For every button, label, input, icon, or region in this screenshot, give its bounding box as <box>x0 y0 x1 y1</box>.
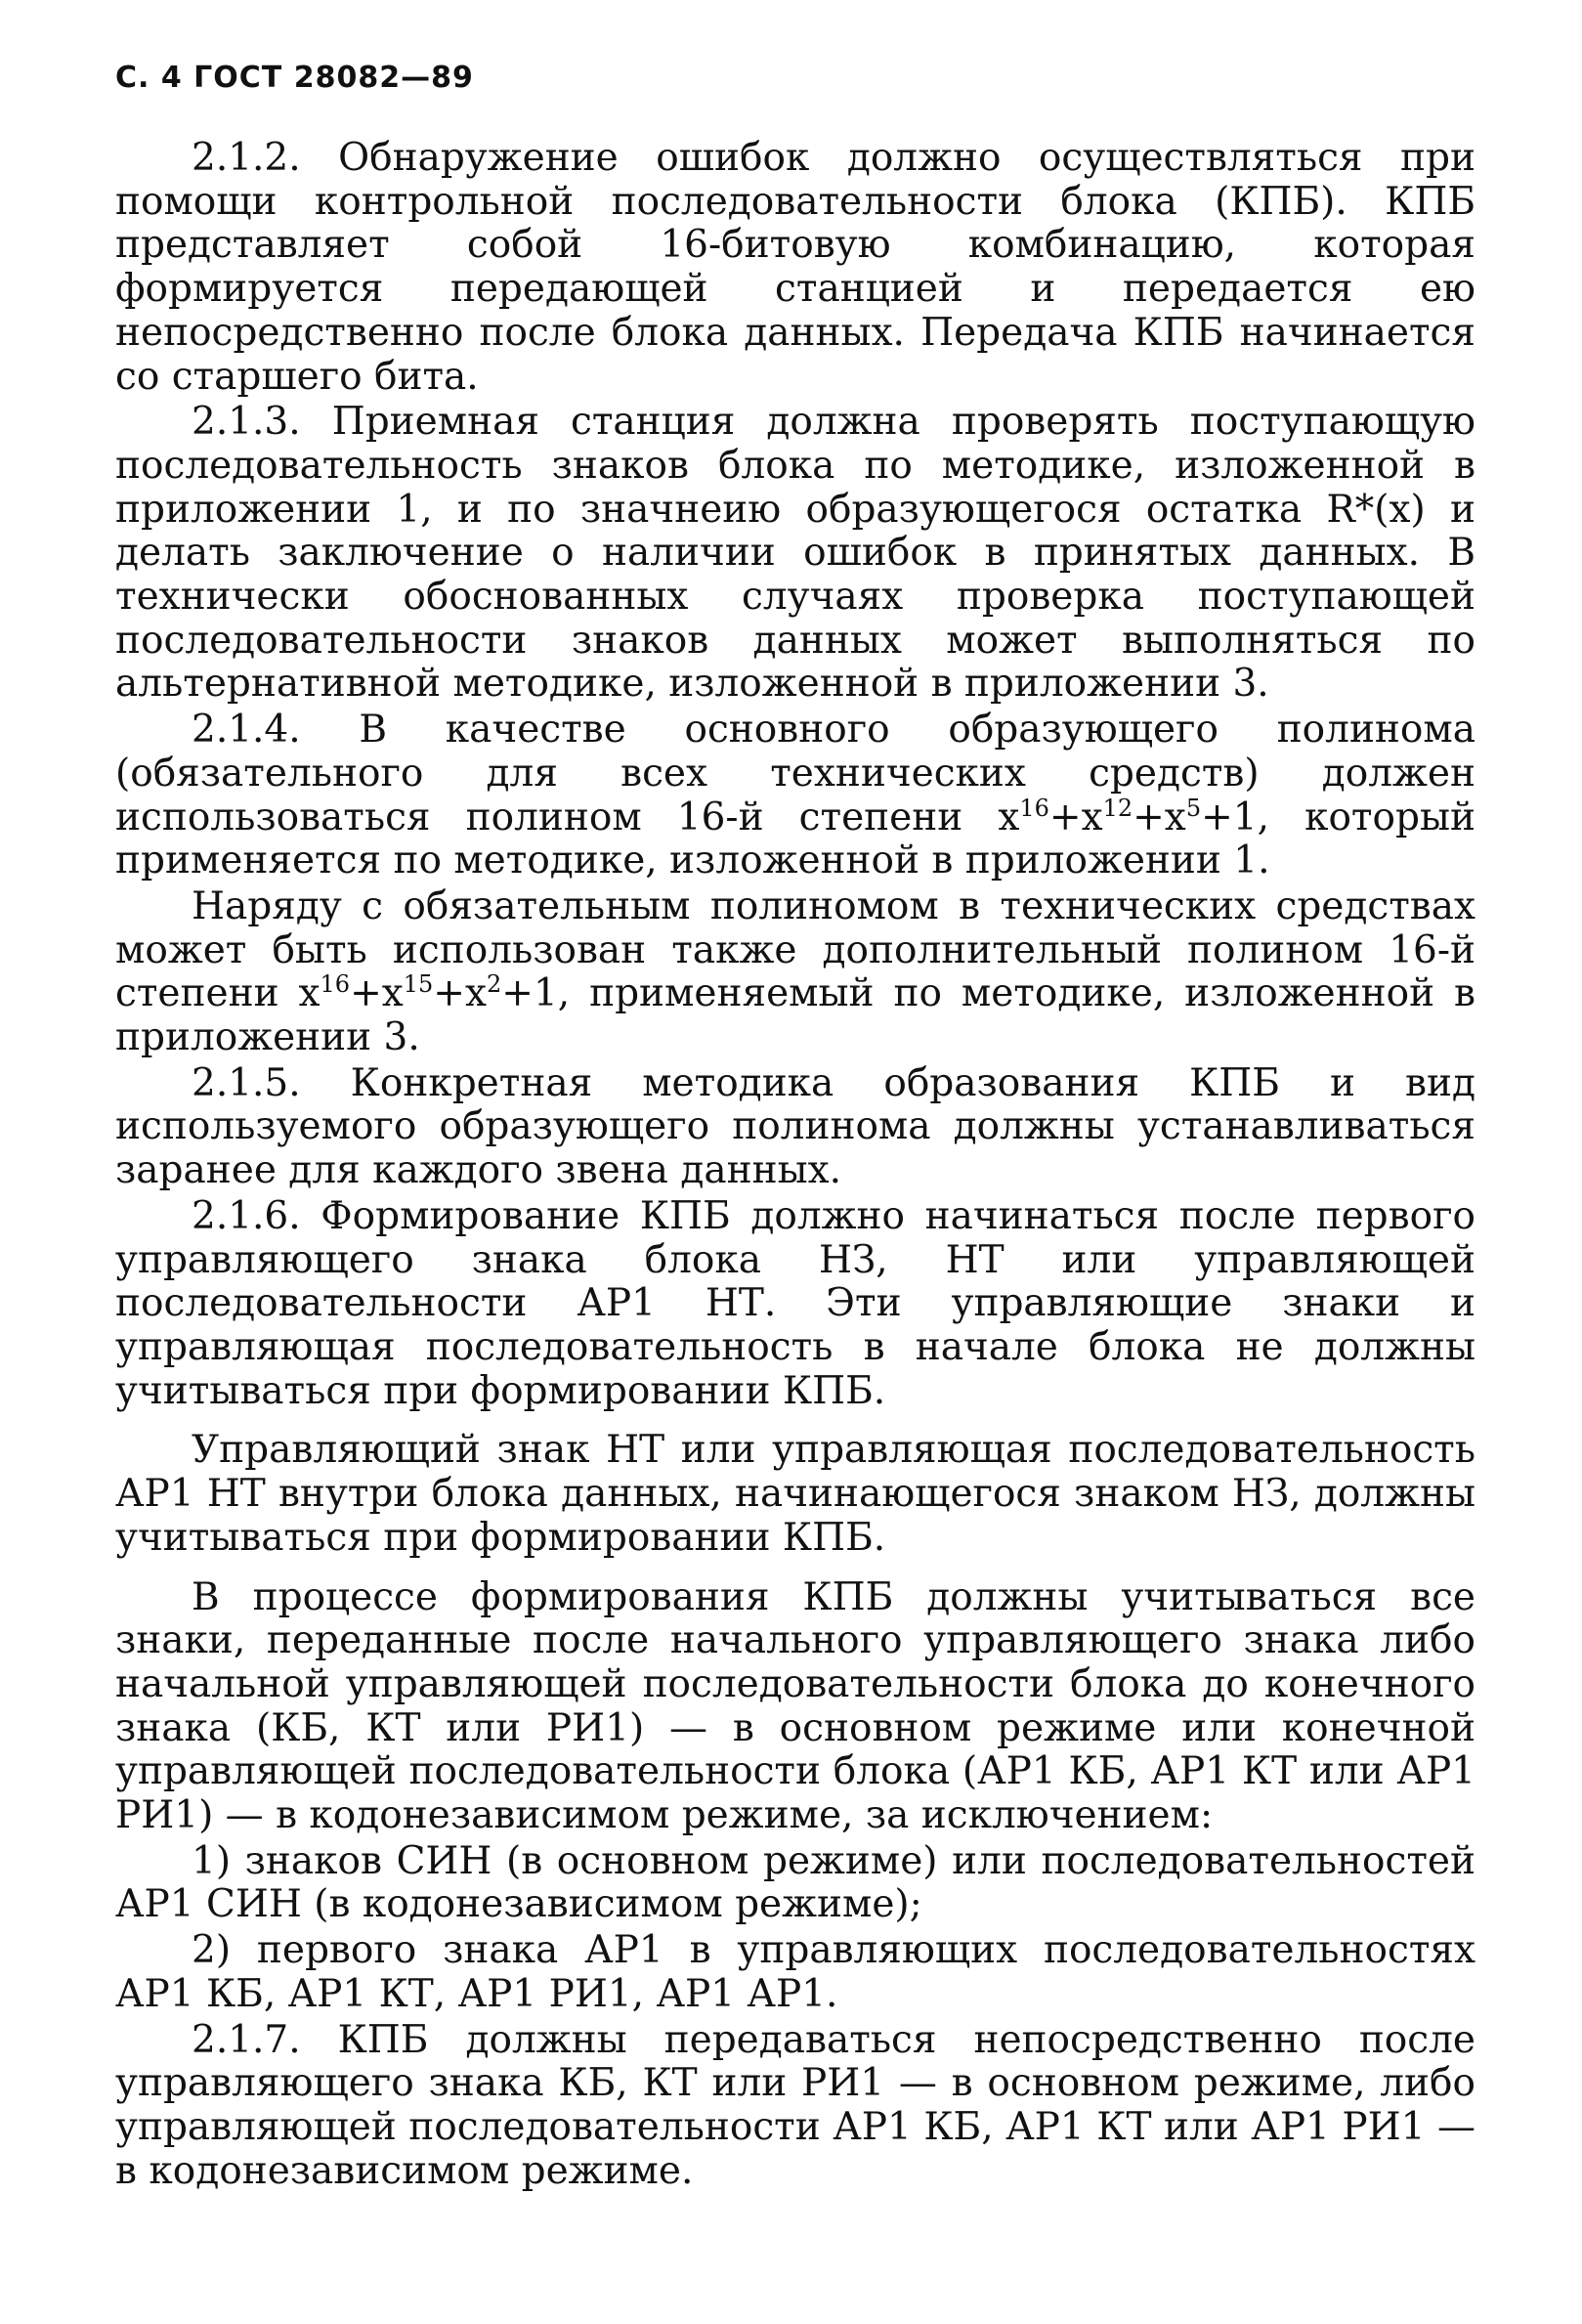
exponent-16: 16 <box>320 970 351 999</box>
paragraph-2-1-7: 2.1.7. КПБ должны передаваться непосредственно после управляющего знака КБ, КТ или РИ1 — в основном режиме, либо управляющей последовательности АР1 КБ, АР1 КТ или АР1 РИ1 — в кодонезависимом режиме. <box>115 2017 1475 2193</box>
paragraph-additional-text-end: +1, применяемый по методике, изложенной в приложении 3. <box>115 971 1475 1060</box>
paragraph-additional-text-start: Наряду с обязательным полиномом в технических средствах может быть использован также дополнительный полином 16-й степени x <box>115 883 1475 1016</box>
paragraph-2-1-5: 2.1.5. Конкретная методика образования КПБ и вид используемого образующего полинома должны устанавливаться заранее для каждого звена данных. <box>115 1060 1475 1193</box>
paragraph-control-character: Управляющий знак НТ или управляющая последовательность АР1 НТ внутри блока данных, начинающегося знаком НЗ, должны учитываться при формировании КПБ. <box>115 1428 1475 1560</box>
paragraph-process: В процессе формирования КПБ должны учитываться все знаки, переданные после начального управляющего знака либо начальной управляющей последовательности блока до конечного знака (КБ, КТ или РИ1) — в основном режиме или конечной управляющей последовательности блока (АР1 КБ, АР1 КТ или АР1 РИ1) — в кодонезависимом режиме, за исключением: <box>115 1574 1475 1838</box>
document-body <box>115 137 1475 2193</box>
page-header: С. 4 ГОСТ 28082—89 <box>115 61 474 95</box>
exponent-2: 2 <box>486 970 502 999</box>
exponent-15: 15 <box>403 970 434 999</box>
exponent-12: 12 <box>1102 794 1133 822</box>
poly-plus-x: +x <box>1133 795 1186 839</box>
exponent-16: 16 <box>1019 794 1049 822</box>
poly-plus-x: +x <box>1048 795 1103 839</box>
paragraph-2-1-3: 2.1.3. Приемная станция должна проверять поступающую последовательность знаков блока по методике, изложенной в приложении 1, и по значнеию образующегося остатка R*(x) и делать заключение о наличии ошибок в принятых данных. В технически обоснованных случаях проверка поступающей последовательности знаков данных может выполняться по альтернативной методике, изложенной в приложении 3. <box>115 400 1475 707</box>
paragraph-2-1-6: 2.1.6. Формирование КПБ должно начинаться после первого управляющего знака блока НЗ, НТ или управляющей последовательности АР1 НТ. Эти управляющие знаки и управляющая последовательность в начале блока не должны учитываться при формировании КПБ. <box>115 1193 1475 1413</box>
paragraph-2-1-4-text-end: +1, который применяется по методике, изложенной в приложении 1. <box>115 795 1475 883</box>
paragraph-2-1-2: 2.1.2. Обнаружение ошибок должно осуществляться при помощи контрольной последовательности блока (КПБ). КПБ представляет собой 16-битовую комбинацию, которая формируется передающей станцией и передается ею непосредственно после блока данных. Передача КПБ начинается со старшего бита. <box>115 136 1475 399</box>
poly-plus-x: +x <box>433 971 487 1016</box>
exponent-5: 5 <box>1185 794 1202 822</box>
list-item-1: 1) знаков СИН (в основном режиме) или последовательностей АР1 СИН (в кодонезависимом режиме); <box>115 1838 1475 1927</box>
poly-plus-x: +x <box>350 971 404 1016</box>
paragraph-2-1-4-text-start: 2.1.4. В качестве основного образующего полинома (обязательного для всех технических средств) должен использоваться полином 16-й степени x <box>115 708 1475 839</box>
paragraph-additional-polynomial <box>115 885 1475 1060</box>
paragraph-2-1-4 <box>115 709 1475 883</box>
list-item-2: 2) первого знака АР1 в управляющих последовательностях АР1 КБ, АР1 КТ, АР1 РИ1, АР1 АР1. <box>115 1928 1475 2016</box>
